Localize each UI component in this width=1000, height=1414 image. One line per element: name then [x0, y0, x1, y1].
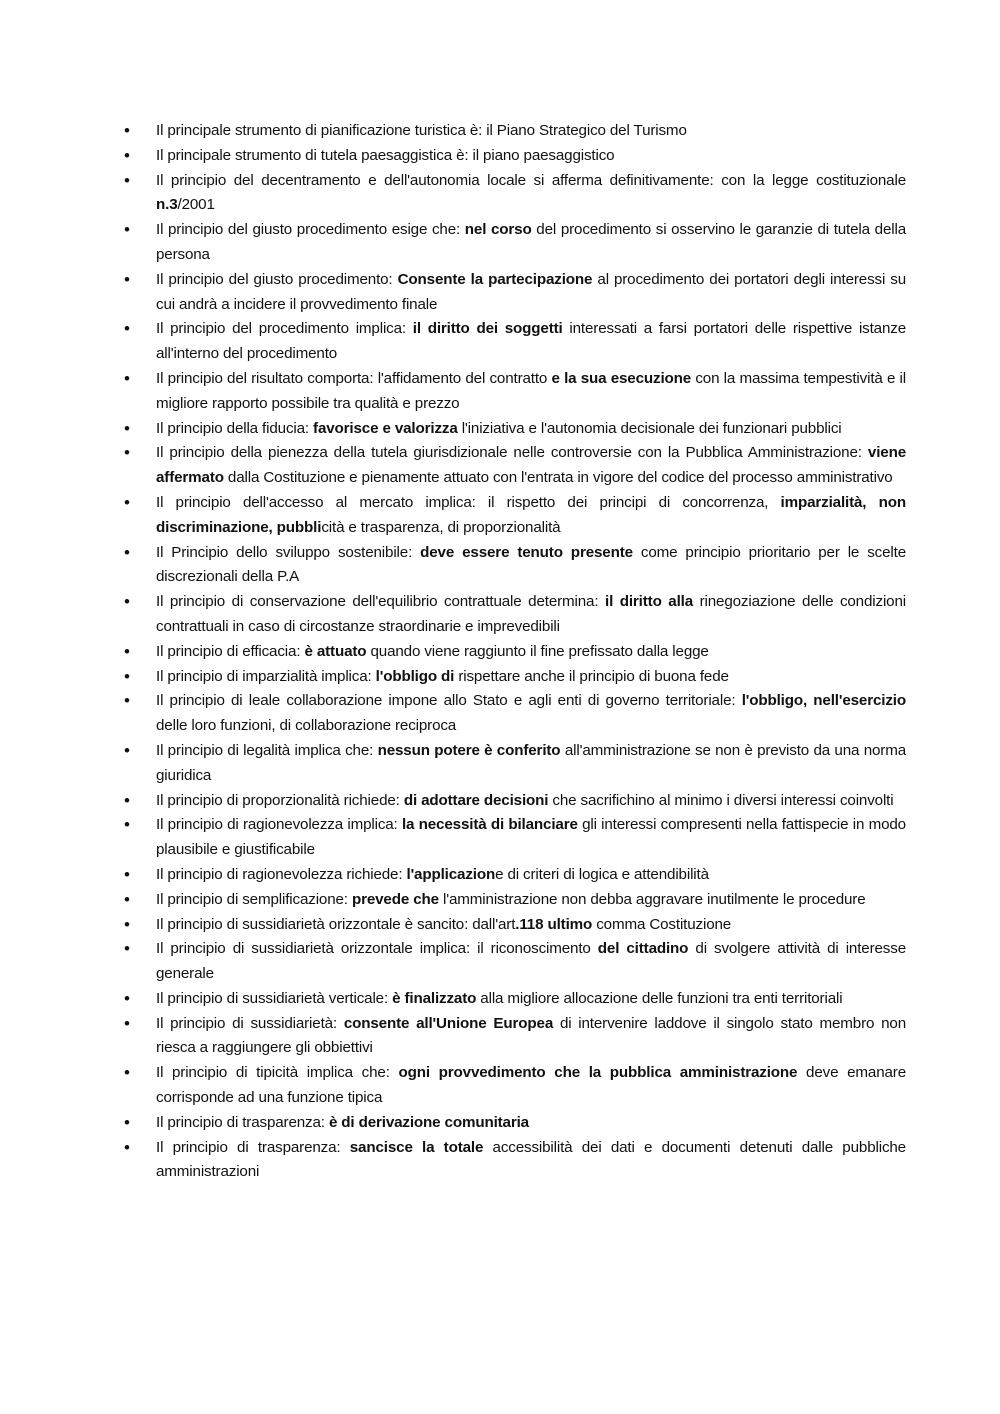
text-segment: Il principio del risultato comporta: l'affidamento del contratto: [156, 369, 552, 387]
list-item: [124, 417, 906, 442]
bold-text: l'applicazion: [406, 865, 496, 883]
list-item: [124, 665, 906, 690]
bold-text: imparzialità, non discriminazione, pubbli: [156, 493, 906, 536]
text-segment: accessibilità dei dati e documenti detenuti dalle pubbliche amministrazioni: [156, 1138, 906, 1181]
bold-text: consente all'Unione Europea: [343, 1014, 554, 1032]
bold-text: prevede che: [351, 890, 439, 908]
list-item: [124, 367, 906, 417]
list-item: [124, 119, 906, 144]
list-item: [124, 937, 906, 987]
list-item: [124, 541, 906, 591]
bold-text: e la sua esecuzione: [551, 369, 692, 387]
bold-text: deve essere tenuto presente: [420, 543, 633, 561]
bold-text: sancisce la totale: [349, 1138, 484, 1156]
text-segment: cità e trasparenza, di proporzionalità: [321, 518, 561, 536]
bold-text: l'obbligo, nell'esercizio: [741, 692, 906, 710]
list-item: [124, 1012, 906, 1062]
text-segment: Il principio di tipicità implica che:: [156, 1064, 399, 1082]
bold-text: ogni provvedimento che la pubblica amministrazione: [398, 1064, 798, 1082]
list-item: [124, 590, 906, 640]
text-segment: l'amministrazione non debba aggravare inutilmente le procedure: [438, 890, 866, 908]
bold-text: di adottare decisioni: [403, 791, 549, 809]
text-segment: Il principio della fiducia:: [156, 419, 314, 437]
text-segment: Il principio di sussidiarietà orizzontale implica: il riconoscimento: [156, 940, 598, 958]
text-segment: Il principio di trasparenza:: [156, 1113, 329, 1131]
text-segment: Il principio di trasparenza:: [156, 1138, 350, 1156]
bold-text: del cittadino: [597, 940, 689, 958]
text-segment: deve emanare corrisponde ad una funzione tipica: [156, 1064, 906, 1107]
list-item: [124, 813, 906, 863]
text-segment: Il principio del giusto procedimento:: [156, 270, 398, 288]
text-segment: con la massima tempestività e il migliore rapporto possibile tra qualità e prezzo: [156, 369, 906, 412]
list-item: [124, 739, 906, 789]
list-item: [124, 144, 906, 169]
text-segment: Il principio di sussidiarietà verticale:: [156, 989, 393, 1007]
text-segment: del procedimento si osservino le garanzie di tutela della persona: [156, 221, 906, 263]
text-segment: interessati a farsi portatori delle rispettive istanze all'interno del procedimento: [156, 320, 907, 363]
text-segment: /2001: [177, 196, 215, 214]
bold-text: viene affermato: [156, 444, 906, 487]
bold-text: .118 ultimo: [515, 915, 593, 933]
bold-text: Consente la partecipazione: [397, 270, 593, 288]
text-segment: Il Principio dello sviluppo sostenibile:: [156, 543, 421, 561]
bold-text: è finalizzato: [392, 989, 477, 1007]
text-segment: Il principio di ragionevolezza implica:: [156, 816, 402, 834]
bold-text: n.3: [156, 196, 178, 214]
list-item: [124, 317, 906, 367]
text-segment: Il principio di conservazione dell'equilibrio contrattuale determina:: [156, 593, 605, 611]
text-segment: di svolgere attività di interesse generale: [156, 940, 906, 983]
text-segment: come principio prioritario per le scelte discrezionali della P.A: [156, 543, 906, 586]
text-segment: dalla Costituzione e pienamente attuato con l'entrata in vigore del codice del processo amministrativo: [223, 469, 893, 487]
list-item: [124, 1061, 906, 1111]
text-segment: Il principio di efficacia:: [156, 642, 305, 660]
text-segment: di intervenire laddove il singolo stato membro non riesca a raggiungere gli obbiettivi: [156, 1014, 906, 1057]
list-item: [124, 268, 906, 318]
bold-text: favorisce e valorizza: [313, 419, 458, 437]
text-segment: Il principio dell'accesso al mercato implica: il rispetto dei principi di concorrenza,: [156, 493, 781, 511]
text-segment: all'amministrazione se non è previsto da una norma giuridica: [156, 741, 906, 784]
text-segment: Il principio di legalità implica che:: [156, 741, 378, 759]
text-segment: Il principio di ragionevolezza richiede:: [156, 865, 407, 883]
list-item: [124, 1111, 906, 1136]
list-item: [124, 441, 906, 491]
bold-text: nel corso: [464, 221, 532, 239]
text-segment: rinegoziazione delle condizioni contrattuali in caso di circostanze straordinarie e imprevedibili: [156, 593, 906, 635]
text-segment: alla migliore allocazione delle funzioni tra enti territoriali: [476, 989, 843, 1007]
text-segment: e di criteri di logica e attendibilità: [495, 865, 709, 883]
list-item: [124, 689, 906, 739]
list-item: [124, 1136, 906, 1186]
list-item: [124, 913, 906, 938]
list-item: [124, 888, 906, 913]
text-segment: Il principio di semplificazione:: [156, 890, 352, 908]
text-segment: Il principio di leale collaborazione impone allo Stato e agli enti di governo territoriale:: [156, 692, 742, 710]
bold-text: la necessità di bilanciare: [401, 816, 578, 834]
list-item: [124, 491, 906, 541]
list-item: [124, 863, 906, 888]
bold-text: il diritto dei soggetti: [412, 320, 563, 338]
text-segment: Il principio del decentramento e dell'autonomia locale si afferma definitivamente: con la legge costituzionale: [156, 171, 906, 189]
text-segment: Il principale strumento di pianificazione turistica è: il Piano Strategico del Turismo: [156, 122, 687, 139]
list-item: [124, 987, 906, 1012]
bullet-list: [124, 119, 906, 1185]
bold-text: nessun potere è conferito: [377, 741, 561, 759]
text-segment: delle loro funzioni, di collaborazione reciproca: [156, 717, 457, 735]
bold-text: è di derivazione comunitaria: [328, 1113, 529, 1131]
text-segment: Il principio di sussidiarietà:: [156, 1014, 344, 1032]
bold-text: l'obbligo di: [375, 667, 455, 685]
text-segment: Il principale strumento di tutela paesaggistica è: il piano paesaggistico: [156, 146, 615, 164]
text-segment: l'iniziativa e l'autonomia decisionale dei funzionari pubblici: [457, 419, 842, 437]
text-segment: rispettare anche il principio di buona fede: [454, 667, 729, 685]
text-segment: Il principio di imparzialità implica:: [156, 667, 376, 685]
list-item: [124, 789, 906, 814]
text-segment: al procedimento dei portatori degli interessi su cui andrà a incidere il provvedimento finale: [156, 270, 906, 313]
text-segment: che sacrifichino al minimo i diversi interessi coinvolti: [548, 791, 894, 809]
list-item: [124, 218, 906, 268]
bold-text: il diritto alla: [605, 593, 694, 611]
text-segment: Il principio di sussidiarietà orizzontale è sancito: dall'art: [156, 915, 516, 933]
text-segment: quando viene raggiunto il fine prefissato dalla legge: [366, 642, 709, 660]
list-item: [124, 169, 906, 219]
list-item: [124, 640, 906, 665]
text-segment: Il principio della pienezza della tutela giurisdizionale nelle controversie con la Pubblica Amministrazione:: [156, 444, 868, 462]
text-segment: comma Costituzione: [592, 915, 732, 933]
text-segment: Il principio del giusto procedimento esige che:: [156, 221, 465, 239]
bold-text: è attuato: [304, 642, 367, 660]
text-segment: Il principio del procedimento implica:: [156, 320, 413, 338]
text-segment: gli interessi compresenti nella fattispecie in modo plausibile e giustificabile: [156, 816, 906, 859]
text-segment: Il principio di proporzionalità richiede:: [156, 791, 404, 809]
